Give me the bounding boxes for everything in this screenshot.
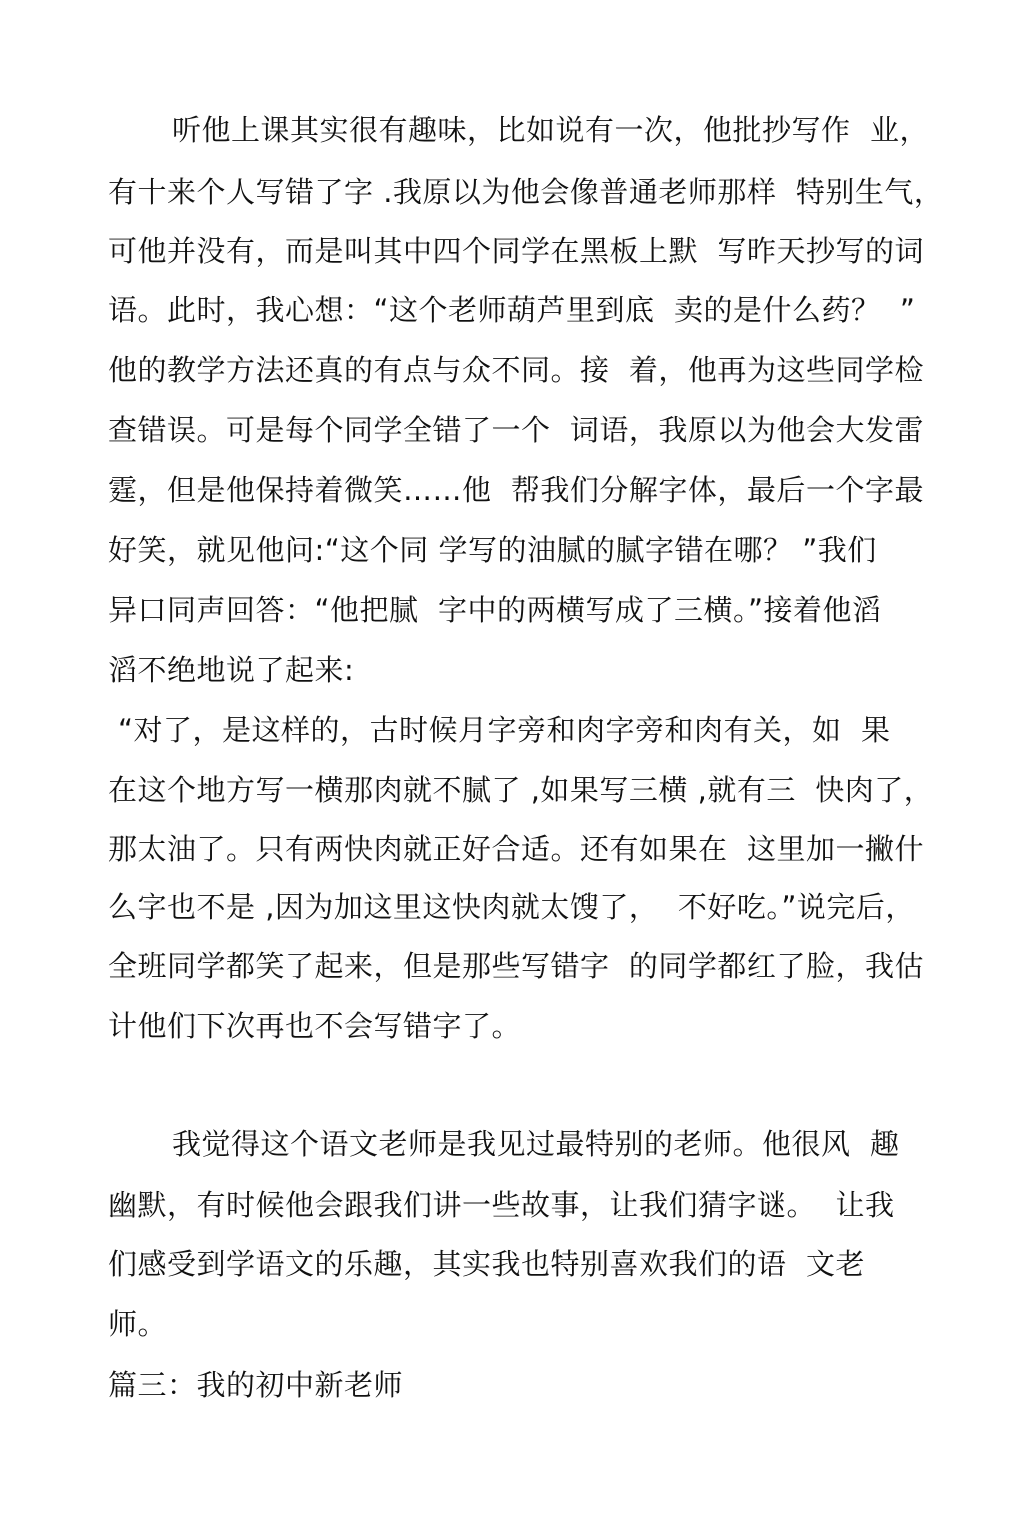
paragraph-1-line: 查错误。可是每个同学全错了一个 词语，我原以为他会大发雷 — [108, 413, 924, 447]
paragraph-2-line: “对了，是这样的，古时候月字旁和肉字旁和肉有关，如 果 — [118, 713, 891, 747]
paragraph-2-line: 全班同学都笑了起来，但是那些写错字 的同学都红了脸，我估 — [108, 949, 924, 983]
paragraph-1-line: 听他上课其实很有趣味，比如说有一次，他批抄写作 业， — [172, 113, 929, 147]
paragraph-1-line: 滔不绝地说了起来: — [108, 653, 355, 687]
paragraph-3-line: 我觉得这个语文老师是我见过最特别的老师。他很风 趣 — [172, 1127, 900, 1161]
paragraph-1-line: 有十来个人写错了字 .我原以为他会像普通老师那样 特别生气， — [108, 175, 944, 209]
paragraph-3-line: 师。 — [108, 1307, 168, 1341]
paragraph-3-line: 幽默，有时候他会跟我们讲一些故事，让我们猜字谜。 让我 — [108, 1188, 895, 1222]
paragraph-1-line: 他的教学方法还真的有点与众不同。接 着，他再为这些同学检 — [108, 353, 924, 387]
paragraph-1-line: 可他并没有，而是叫其中四个同学在黑板上默 写昨天抄写的词 — [108, 234, 924, 268]
paragraph-2-line: 在这个地方写一横那肉就不腻了 ,如果写三横 ,就有三 快肉了， — [108, 773, 934, 807]
paragraph-2-line: 么字也不是 ,因为加这里这快肉就太馊了， 不好吃。”说完后， — [108, 890, 915, 924]
paragraph-1-line: 异口同声回答：“他把腻 字中的两横写成了三横。”接着他滔 — [108, 593, 882, 627]
section-heading: 篇三：我的初中新老师 — [108, 1368, 404, 1402]
paragraph-2-line: 那太油了。只有两快肉就正好合适。还有如果在 这里加一撇什 — [108, 832, 924, 866]
paragraph-1-line: 语。此时，我心想：“这个老师葫芦里到底 卖的是什么药？ ” — [108, 293, 916, 327]
paragraph-1-line: 好笑，就见他问:“这个同 学写的油腻的腻字错在哪？ ”我们 — [108, 533, 877, 567]
paragraph-1-line: 霆，但是他保持着微笑……他 帮我们分解字体，最后一个字最 — [108, 473, 924, 507]
paragraph-2-line: 计他们下次再也不会写错字了。 — [108, 1009, 522, 1043]
paragraph-3-line: 们感受到学语文的乐趣，其实我也特别喜欢我们的语 文老 — [108, 1247, 865, 1281]
